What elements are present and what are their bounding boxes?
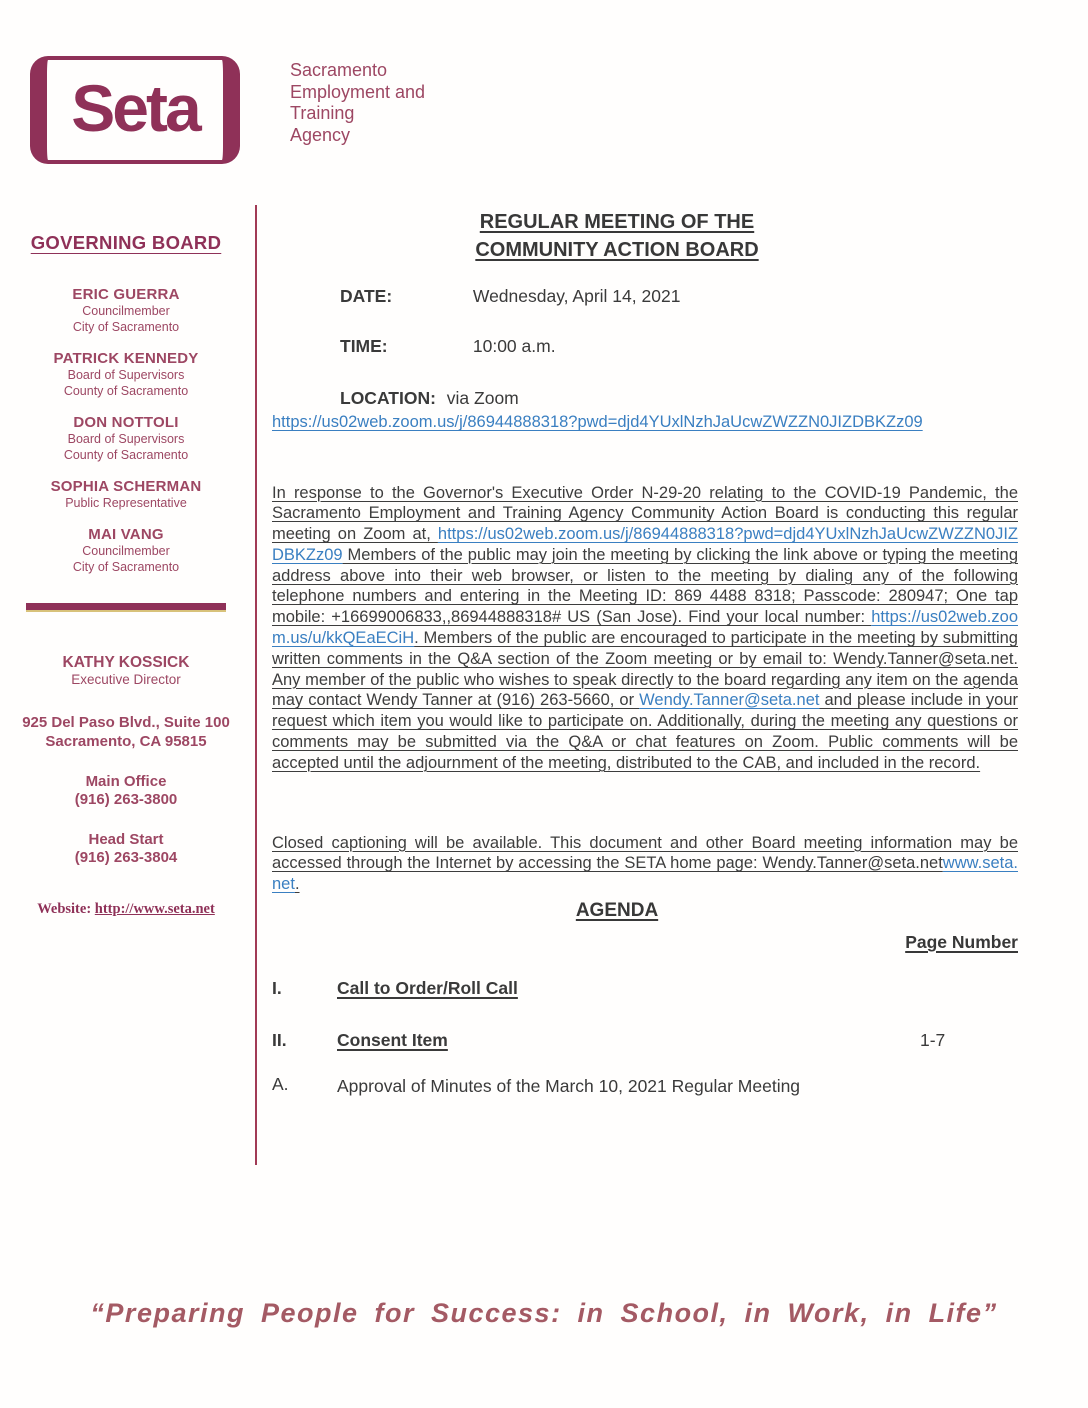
text-run: Closed captioning will be available. This document and other Board meeting information may be accessed through the Internet by accessing the SETA home page: Wendy.Tanner@seta.net (272, 833, 1018, 873)
org-name-line: Sacramento (290, 60, 388, 80)
text-run: . (294, 875, 300, 894)
agenda-item-numeral: II. (272, 1030, 287, 1050)
website-label: Website: (37, 901, 92, 917)
date-label: DATE: (340, 286, 393, 306)
time-value: 10:00 a.m. (472, 336, 556, 356)
org-name-line: Training (290, 103, 355, 123)
governing-board-sidebar (16, 232, 236, 918)
board-member-detail: City of Sacramento (72, 560, 180, 574)
agenda-item-numeral: I. (272, 978, 282, 998)
board-member (16, 350, 236, 399)
agenda-subitem-a (272, 1074, 1018, 1098)
board-member-detail: Councilmember (82, 544, 170, 558)
text-run: and please include in your request which item you would like to participate on. Additionally, during the meeting any questions or comments may be submitted via the Q&A or chat features on Zoom. Public comments will be accepted until the adjournment of the meeting, distributed to the CAB, and included in the record. (272, 691, 1019, 772)
org-name-line: Agency (290, 124, 351, 145)
board-member (16, 286, 236, 335)
sidebar-divider (26, 603, 226, 610)
org-name-line: Employment and (290, 81, 426, 102)
meeting-title-line1: REGULAR MEETING OF THE (479, 211, 755, 233)
board-member-detail: Councilmember (82, 304, 170, 318)
agenda-item-call-to-order (272, 978, 1018, 999)
motto-footer: “Preparing People for Success: in School, in Work, in Life” (90, 1298, 998, 1328)
office-address-line: Sacramento, CA 95815 (45, 733, 207, 750)
location-value: via Zoom (446, 388, 519, 408)
page-number-header: Page Number (905, 932, 1018, 952)
agenda-item-consent (272, 1030, 1018, 1051)
public-notice-paragraph (272, 483, 1018, 774)
board-member-detail: City of Sacramento (72, 320, 180, 334)
main-content (272, 200, 1018, 1300)
board-member-detail: Board of Supervisors (67, 432, 185, 446)
hyperlink[interactable]: https://us02web.zoom.us/j/86944888318?pwd=djd4YUxlNzhJaUcwZWZZN0JIZDBKZz09 (272, 525, 1018, 564)
zoom-meeting-link[interactable]: https://us02web.zoom.us/j/86944888318?pwd=djd4YUxlNzhJaUcwZWZZN0JIZDBKZz09 (272, 413, 923, 431)
board-member-detail: Public Representative (65, 496, 187, 510)
date-row (340, 286, 680, 307)
main-office-contact (16, 773, 236, 809)
agenda-item-title: Call to Order/Roll Call (337, 978, 518, 998)
board-member-detail: County of Sacramento (63, 384, 189, 398)
agenda-subitem-text: Approval of Minutes of the March 10, 2021 Regular Meeting (337, 1076, 801, 1096)
hyperlink[interactable]: Wendy.Tanner@seta.net (639, 691, 820, 710)
hyperlink[interactable]: https://us02web.zoom.us/u/kkQEaECiH (272, 608, 1018, 648)
text-run: In response to the Governor's Executive Order N-29-20 relating to the COVID-19 Pandemic, the Sacramento Employment and Training Agency Community Action Board is conducting this regular meeting on Zoom at, (272, 483, 1018, 544)
agenda-heading: AGENDA (575, 900, 659, 921)
agenda-subitem-letter: A. (272, 1074, 289, 1094)
executive-director-name: KATHY KOSSICK (62, 654, 190, 671)
meeting-title-line2: COMMUNITY ACTION BOARD (475, 239, 759, 261)
board-member (16, 414, 236, 463)
board-member-name: PATRICK KENNEDY (53, 350, 199, 367)
contact-label: Main Office (85, 773, 167, 790)
zoom-link-block (272, 412, 972, 433)
seta-logo (30, 56, 240, 164)
agenda-item-title: Consent Item (337, 1030, 448, 1050)
hyperlink[interactable]: www.seta.net (272, 854, 1018, 894)
contact-phone: (916) 263-3804 (74, 849, 178, 866)
office-address (16, 713, 236, 751)
agenda-item-page: 1-7 (920, 1030, 946, 1050)
head-start-contact (16, 831, 236, 867)
website-link[interactable]: http://www.seta.net (94, 901, 215, 917)
contact-label: Head Start (88, 831, 164, 848)
website-row (16, 901, 236, 918)
executive-director-title: Executive Director (71, 672, 181, 687)
board-member-name: DON NOTTOLI (73, 414, 179, 431)
board-member-name: MAI VANG (88, 526, 164, 543)
office-address-line: 925 Del Paso Blvd., Suite 100 (22, 714, 230, 731)
org-name (290, 60, 425, 146)
text-run: Members of the public may join the meeting by clicking the link above or typing the meeting address above into their web browser, or listen to the meeting by dialing any of the following telephone numbers and entering in the Meeting ID: 869 4488 8318; Passcode: 280947; One tap mobile: +16699006833,,86944888318# US (San Jose). Find your local number: (272, 545, 1018, 627)
vertical-divider (255, 205, 257, 1165)
contact-phone: (916) 263-3800 (74, 791, 178, 808)
board-member (16, 526, 236, 575)
time-row (340, 336, 556, 357)
executive-director-block (16, 654, 236, 687)
seta-wordmark: Seta (71, 71, 199, 145)
board-member (16, 478, 236, 511)
time-label: TIME: (340, 336, 388, 356)
date-value: Wednesday, April 14, 2021 (472, 286, 681, 306)
board-member-detail: Board of Supervisors (67, 368, 185, 382)
meeting-title (272, 208, 962, 264)
text-run: . Members of the public are encouraged to participate in the meeting by submitting written comments in the Q&A section of the Zoom meeting or by email to: Wendy.Tanner@seta.net. Any member of the public who wishes to speak directly to the board regarding any item on the agenda may contact Wendy Tanner at (916) 263-5660, or (272, 629, 1018, 710)
location-label: LOCATION: (340, 388, 436, 408)
location-row (340, 388, 519, 409)
board-member-name: SOPHIA SCHERMAN (50, 478, 202, 495)
board-member-detail: County of Sacramento (63, 448, 189, 462)
governing-board-heading: GOVERNING BOARD (30, 232, 222, 253)
closed-captioning-paragraph (272, 833, 1018, 895)
board-member-name: ERIC GUERRA (72, 286, 180, 303)
